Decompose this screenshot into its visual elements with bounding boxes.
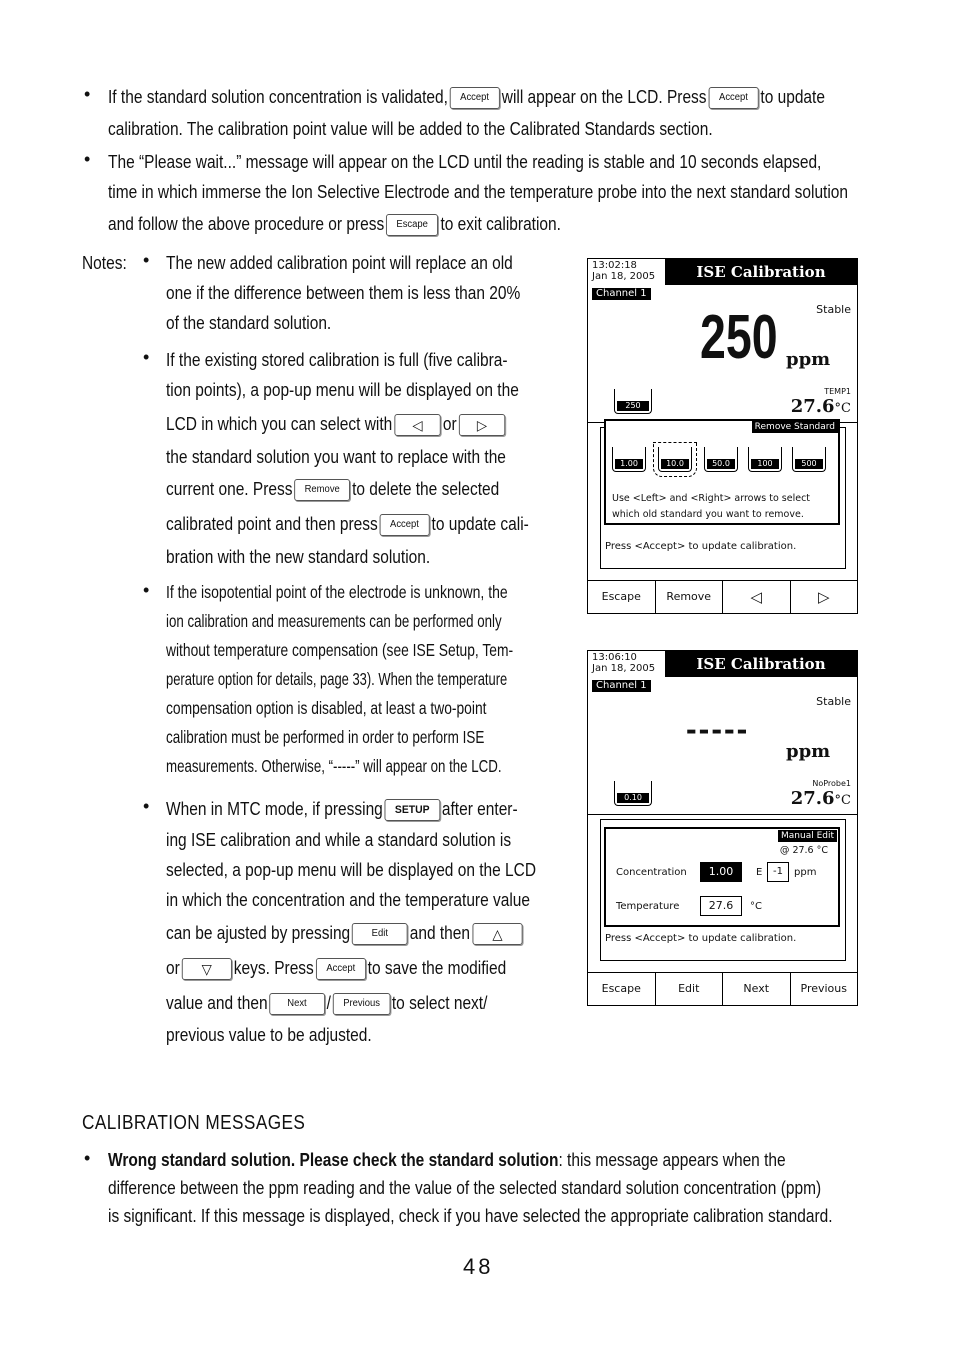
beaker-icon: 250 <box>614 389 652 414</box>
beaker-icon: 0.10 <box>614 781 652 806</box>
note1-line2: one if the difference between them is less than 20% <box>166 283 521 303</box>
note3-line: perature option for details, page 33). When the temperature <box>166 669 508 689</box>
popup-temperature-note: @ 27.6 °C <box>779 845 828 856</box>
up-arrow-key: △ <box>472 923 522 945</box>
temperature-label: Temperature <box>616 901 680 912</box>
edit-key: Edit <box>352 923 408 945</box>
page-number: 48 <box>463 1254 494 1279</box>
note2-line2: tion points), a pop-up menu will be displayed on the <box>166 380 519 400</box>
bullet: • <box>143 796 150 816</box>
probe-label: TEMP1 <box>824 387 851 396</box>
popup-title: Remove Standard <box>752 421 838 433</box>
softkey-remove[interactable]: Remove <box>656 581 724 613</box>
softkey-right[interactable]: ▷ <box>817 588 830 606</box>
note4-line6: or ▽ keys. Press Accept to save the modified <box>166 953 506 983</box>
bullet: • <box>84 149 91 169</box>
channel-label: Channel 1 <box>592 288 651 300</box>
note2-line1: If the existing stored calibration is full (five calibra- <box>166 350 508 370</box>
section-title: CALIBRATION MESSAGES <box>82 1112 306 1134</box>
temperature-reading: 27.6°C <box>790 396 851 417</box>
standard-beaker-icon[interactable]: 1.00 <box>612 447 646 472</box>
bullet: • <box>143 250 150 270</box>
setup-key: SETUP <box>385 799 441 821</box>
lcd-time: 13:06:10 Jan 18, 2005 <box>592 652 656 674</box>
remove-standard-popup <box>604 419 840 525</box>
popup-message: Use <Left> and <Right> arrows to select which old standard you want to remove. <box>612 493 811 520</box>
note4-line5: can be ajusted by pressing Edit and then △ <box>166 918 520 948</box>
softkey-bar <box>588 972 857 1005</box>
para2-line2: time in which immerse the Ion Selective Electrode and the temperature probe into the next standard solution <box>108 182 849 202</box>
section-line3: is significant. If this message is displayed, check if you have selected the appropriate calibration standard. <box>108 1206 833 1226</box>
accept-key: Accept <box>316 958 366 980</box>
note2-line3: LCD in which you can select with ◁ or ▷ <box>166 409 503 439</box>
reading-unit: ppm <box>786 349 831 370</box>
note4-line3: selected, a pop-up menu will be displayed on the LCD <box>166 860 537 880</box>
note1-line3: of the standard solution. <box>166 313 332 333</box>
accept-key: Accept <box>380 514 430 536</box>
lcd-remove-standard <box>587 258 858 614</box>
softkey-escape[interactable]: Escape <box>588 581 656 613</box>
popup-title: Manual Edit <box>777 829 838 843</box>
accept-key: Accept <box>450 87 500 109</box>
left-arrow-key: ◁ <box>395 414 441 436</box>
softkey-next[interactable]: Next <box>723 973 791 1005</box>
down-arrow-key: ▽ <box>182 958 232 980</box>
softkey-left[interactable]: ◁ <box>723 581 791 613</box>
lcd-title: ISE Calibration <box>665 259 857 285</box>
bullet: • <box>143 580 150 600</box>
bullet: • <box>84 1148 91 1168</box>
reading-value: ----- <box>686 711 750 747</box>
footer-message: Press <Accept> to update calibration. <box>605 541 797 552</box>
section-line2: difference between the ppm reading and the value of the selected standard solution concentration (ppm) <box>108 1178 822 1198</box>
remove-key: Remove <box>294 479 350 501</box>
lcd-manual-edit <box>587 650 858 1006</box>
standard-beaker-icon[interactable]: 500 <box>792 447 826 472</box>
previous-key: Previous <box>333 993 391 1015</box>
note4-line8: previous value to be adjusted. <box>166 1025 372 1045</box>
temperature-reading: 27.6°C <box>790 788 851 809</box>
exponent-field[interactable]: -1 <box>767 862 789 882</box>
note4-line2: ing ISE calibration and while a standard solution is <box>166 830 512 850</box>
note4-line4: in which the concentration and the temperature value <box>166 890 531 910</box>
temperature-field-unit: °C <box>750 901 762 912</box>
stable-indicator: Stable <box>816 303 851 316</box>
footer-message: Press <Accept> to update calibration. <box>605 933 797 944</box>
note2-line4: the standard solution you want to replace with the <box>166 447 506 467</box>
right-arrow-key: ▷ <box>459 414 505 436</box>
probe-label: NoProbe1 <box>812 779 851 788</box>
exponent-label: E <box>756 867 763 878</box>
notes-label: Notes: <box>82 253 127 273</box>
bullet: • <box>84 84 91 104</box>
separator <box>588 814 857 815</box>
concentration-label: Concentration <box>616 867 687 878</box>
note3-line: measurements. Otherwise, “-----” will appear on the LCD. <box>166 756 502 776</box>
note3-line: ion calibration and measurements can be performed only <box>166 611 502 631</box>
para2-line3: and follow the above procedure or press Escape to exit calibration. <box>108 209 561 239</box>
para2-line1: The “Please wait...” message will appear on the LCD until the reading is stable and 10 seconds elapsed, <box>108 152 822 172</box>
note3-block <box>166 578 627 781</box>
concentration-unit: ppm <box>794 867 817 878</box>
stable-indicator: Stable <box>816 695 851 708</box>
softkey-previous[interactable]: Previous <box>800 982 847 995</box>
section-line1: Wrong standard solution. Please check the standard solution: this message appears when the <box>108 1150 786 1170</box>
softkey-bar <box>588 580 857 613</box>
reading-unit: ppm <box>786 741 831 762</box>
lcd-title: ISE Calibration <box>665 651 857 677</box>
channel-label: Channel 1 <box>592 680 651 692</box>
note4-line7: value and then Next / Previous to select next/ <box>166 988 487 1018</box>
softkey-escape[interactable]: Escape <box>588 973 656 1005</box>
softkey-edit[interactable]: Edit <box>656 973 724 1005</box>
para1-line1: If the standard solution concentration is validated, Accept will appear on the LCD. Press Accept to update <box>108 82 825 112</box>
note4-line1: When in MTC mode, if pressing SETUP after enter- <box>166 794 518 824</box>
note1-line1: The new added calibration point will replace an old <box>166 253 513 273</box>
escape-key: Escape <box>386 214 438 236</box>
standard-beaker-icon[interactable]: 100 <box>748 447 782 472</box>
temperature-field[interactable]: 27.6 <box>700 896 742 916</box>
accept-key: Accept <box>709 87 759 109</box>
note2-line7: bration with the new standard solution. <box>166 547 431 567</box>
concentration-field[interactable]: 1.00 <box>700 862 742 882</box>
next-key: Next <box>269 993 324 1015</box>
reading-value: 250 <box>700 303 778 372</box>
note3-line: without temperature compensation (see ISE Setup, Tem- <box>166 640 514 660</box>
manual-edit-popup <box>604 827 840 927</box>
note2-line6: calibrated point and then press Accept to update cali- <box>166 509 529 539</box>
note3-line: calibration must be performed in order to perform ISE <box>166 727 485 747</box>
standard-beaker-icon[interactable]: 10.0 <box>658 447 692 472</box>
note3-line: If the isopotential point of the electrode is unknown, the <box>166 582 508 602</box>
note2-line5: current one. Press Remove to delete the selected <box>166 474 499 504</box>
standard-beaker-icon[interactable]: 50.0 <box>704 447 738 472</box>
note3-line: compensation option is disabled, at least a two-point <box>166 698 487 718</box>
lcd-time: 13:02:18 Jan 18, 2005 <box>592 260 656 282</box>
bullet: • <box>143 347 150 367</box>
para1-line2: calibration. The calibration point value will be added to the Calibrated Standards section. <box>108 119 713 139</box>
